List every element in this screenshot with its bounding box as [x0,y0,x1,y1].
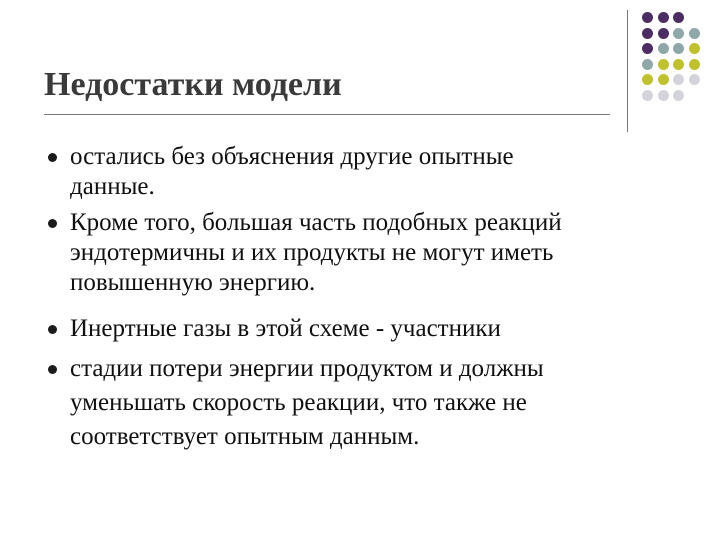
decorative-dot [673,74,684,85]
title-underline [44,114,610,115]
bullet-line: Инертные газы в этой схеме - участники [70,315,501,342]
decorative-dot [689,28,700,39]
decorative-dot [689,74,700,85]
bullet-dot-icon [48,153,57,162]
bullet-dot-icon [48,365,57,374]
vertical-divider [627,10,628,132]
decorative-dot [689,59,700,70]
bullet-line: данные. [70,173,155,200]
decorative-dot [642,74,653,85]
decorative-dot [673,90,684,101]
decorative-dot [658,90,669,101]
decorative-dot [642,12,653,23]
decorative-dot [673,28,684,39]
bullet-line: остались без объяснения другие опытные [70,143,514,170]
bullet-line: стадии потери энергии продуктом и должны [70,355,544,382]
bullet-line: повышенную энергию. [70,269,316,296]
bullet-line: уменьшать скорость реакции, что также не [70,389,527,416]
decorative-dot [673,12,684,23]
decorative-dot [642,90,653,101]
decorative-dot [658,28,669,39]
decorative-dot [642,59,653,70]
decorative-dot [658,43,669,54]
bullet-line: соответствует опытным данным. [70,423,420,450]
decorative-dot [689,43,700,54]
bullet-dot-icon [48,325,57,334]
decorative-dot [658,59,669,70]
bullet-line: Кроме того, большая часть подобных реакций [70,209,562,236]
decorative-dot [673,59,684,70]
bullet-dot-icon [48,219,57,228]
decorative-dot [642,43,653,54]
decorative-dot [642,28,653,39]
decorative-dot [658,74,669,85]
bullet-line: эндотермичны и их продукты не могут иметь [70,239,554,266]
decorative-dot [673,43,684,54]
slide-title: Недостатки модели [44,66,342,103]
decorative-dot [658,12,669,23]
